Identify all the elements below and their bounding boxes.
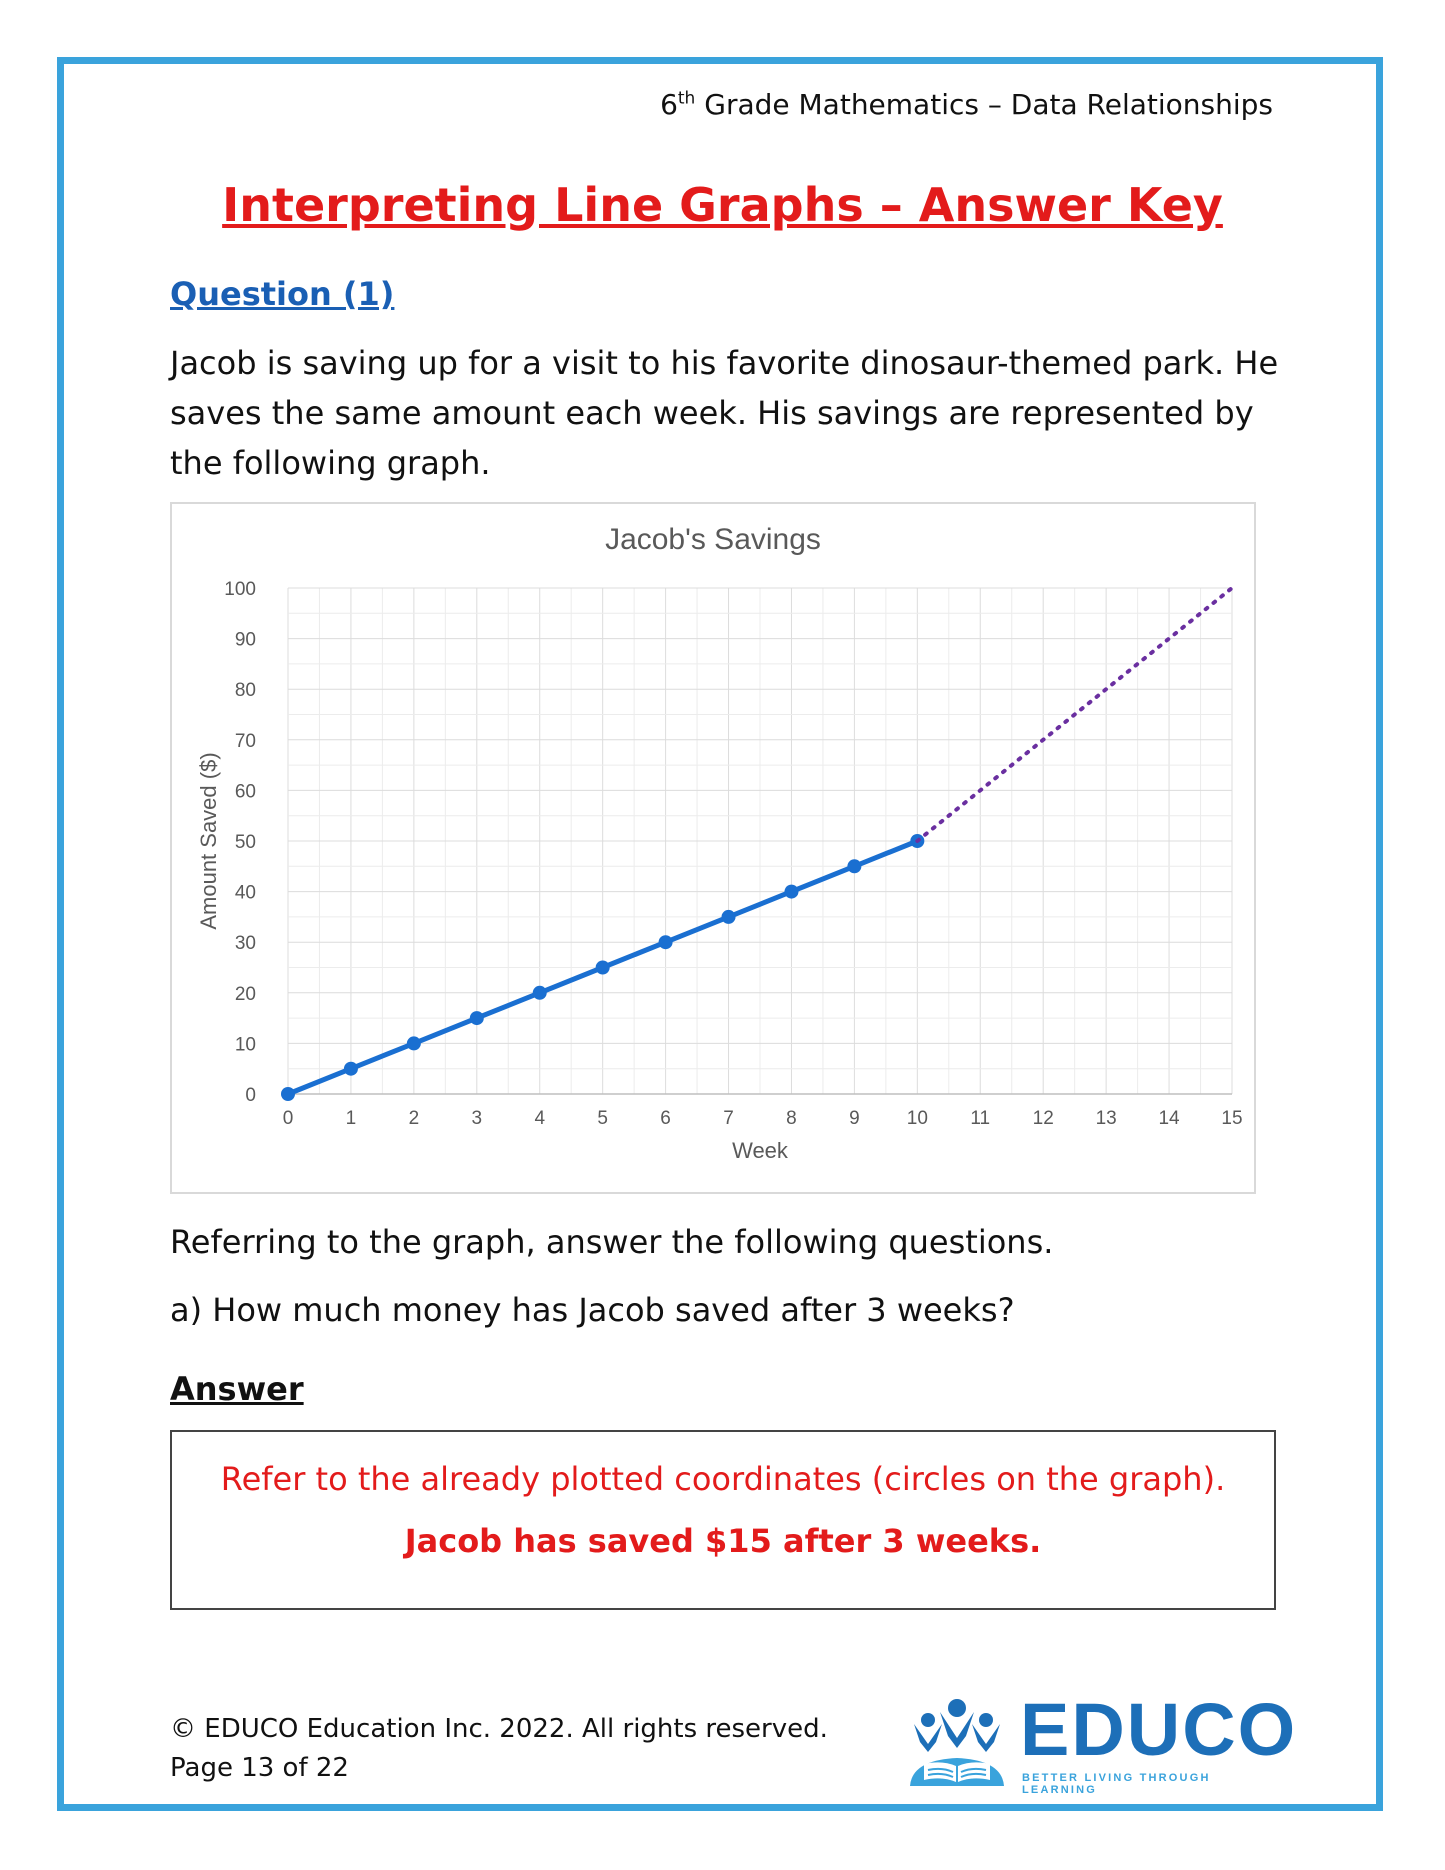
data-point	[722, 910, 736, 924]
data-point	[344, 1062, 358, 1076]
data-point	[659, 935, 673, 949]
logo-tagline: BETTER LIVING THROUGH LEARNING	[1022, 1772, 1211, 1796]
header-subject: Grade Mathematics – Data Relationships	[704, 88, 1273, 121]
y-tick-label: 20	[234, 983, 256, 1005]
instruction-text: Referring to the graph, answer the following questions.	[170, 1223, 1054, 1261]
x-tick-label: 2	[408, 1108, 420, 1129]
x-tick-label: 14	[1158, 1108, 1180, 1129]
x-tick-label: 11	[970, 1108, 991, 1129]
answer-result: Jacob has saved $15 after 3 weeks.	[404, 1522, 1042, 1560]
x-tick-label: 0	[282, 1108, 294, 1129]
x-tick-label: 5	[597, 1108, 608, 1129]
x-tick-label: 1	[345, 1108, 357, 1129]
page-title: Interpreting Line Graphs – Answer Key	[222, 178, 1223, 232]
logo-people-book-icon	[902, 1690, 1012, 1790]
data-point	[281, 1087, 295, 1101]
answer-label: Answer	[170, 1370, 304, 1408]
data-point	[407, 1036, 421, 1050]
page-number: Page 13 of 22	[170, 1753, 349, 1783]
y-tick-label: 50	[234, 832, 256, 853]
x-tick-label: 13	[1095, 1108, 1117, 1129]
line-chart	[170, 502, 1256, 1194]
x-tick-label: 3	[471, 1108, 483, 1129]
y-tick-label: 80	[234, 680, 256, 702]
data-point	[596, 961, 610, 975]
y-axis-label: Amount Saved ($)	[196, 752, 221, 930]
educo-logo	[902, 1688, 1298, 1796]
x-tick-label: 10	[906, 1108, 928, 1129]
x-tick-label: 15	[1221, 1108, 1243, 1129]
data-point	[470, 1011, 484, 1025]
chart-svg	[172, 504, 1254, 1192]
x-tick-label: 4	[534, 1108, 546, 1129]
page-header	[660, 88, 1273, 121]
answer-explanation: Refer to the already plotted coordinates (circles on the graph).	[220, 1460, 1226, 1498]
y-tick-label: 10	[234, 1034, 256, 1056]
logo-wordmark: EDUCO	[1020, 1688, 1298, 1771]
y-tick-label: 40	[234, 882, 256, 904]
x-tick-label: 8	[786, 1108, 797, 1129]
x-tick-label: 12	[1032, 1108, 1054, 1129]
header-grade: 6	[660, 88, 678, 121]
x-tick-label: 9	[849, 1108, 860, 1129]
x-tick-label: 6	[660, 1108, 671, 1129]
y-tick-label: 60	[234, 781, 256, 803]
answer-box	[170, 1430, 1276, 1610]
x-axis-label: Week	[732, 1138, 788, 1163]
data-point	[784, 885, 798, 899]
copyright-text: © EDUCO Education Inc. 2022. All rights reserved.	[170, 1714, 828, 1744]
header-grade-suffix: th	[677, 88, 696, 109]
data-point	[533, 986, 547, 1000]
question-heading: Question (1)	[170, 275, 395, 313]
y-tick-label: 100	[224, 579, 256, 600]
x-tick-label: 7	[723, 1108, 734, 1129]
chart-title: Jacob's Savings	[605, 523, 821, 556]
y-tick-label: 70	[234, 730, 256, 752]
sub-question: a) How much money has Jacob saved after 3 weeks?	[170, 1291, 1015, 1329]
y-tick-label: 30	[234, 933, 256, 955]
question-text: Jacob is saving up for a visit to his favorite dinosaur-themed park. He saves the same amount each week. His savings are represented by the following graph.	[170, 344, 1279, 482]
y-tick-label: 90	[234, 629, 256, 651]
y-tick-label: 0	[245, 1085, 256, 1106]
data-point	[847, 859, 861, 873]
